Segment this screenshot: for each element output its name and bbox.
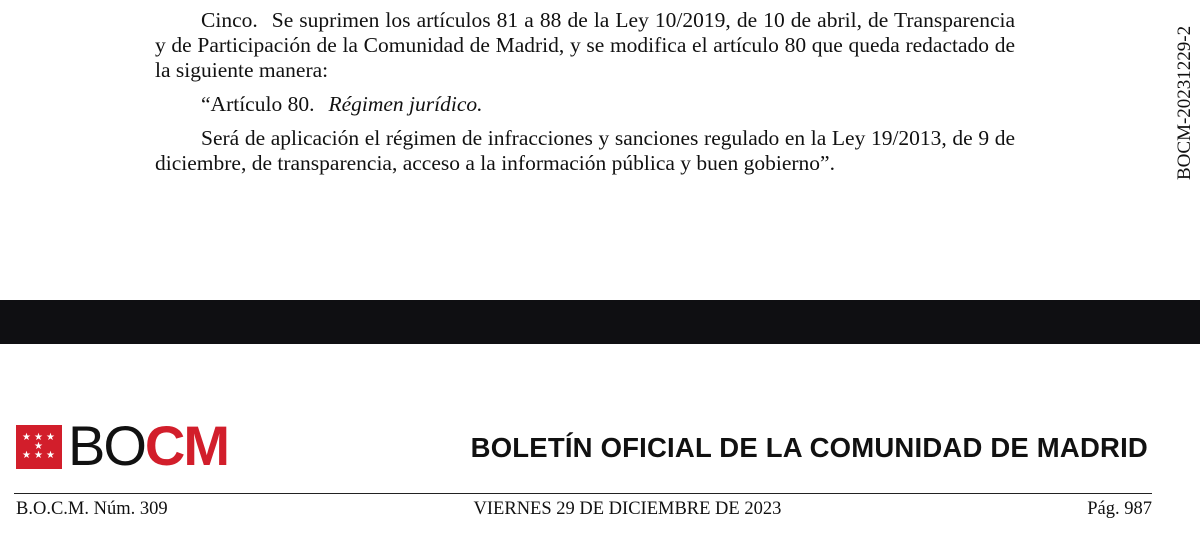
issue-info-row [16, 497, 1152, 521]
gazette-title: BOLETÍN OFICIAL DE LA COMUNIDAD DE MADRID [470, 432, 1148, 463]
article-title: Régimen jurídico. [328, 92, 483, 116]
header-rule [14, 493, 1152, 494]
document-code: BOCM-20231229-2 [1174, 25, 1195, 180]
page-divider-band [0, 300, 1200, 344]
paragraph-cinco [155, 8, 1015, 83]
paragraph-body: Se suprimen los artículos 81 a 88 de la Ley 10/2019, de 10 de abril, de Transparencia y de Participación de la Comunidad de Madrid, y se modifica el artículo 80 que queda redactado de la siguiente manera: [155, 8, 1015, 82]
article-text [155, 8, 1015, 176]
page-number: Pág. 987 [1087, 499, 1152, 519]
paragraph-body: Será de aplicación el régimen de infracciones y sanciones regulado en la Ley 19/2013, de 9 de diciembre, de transparencia, acceso a la información pública y buen gobierno”. [155, 126, 1015, 175]
paragraph-article-heading [155, 92, 1015, 117]
article-number: “Artículo 80. [201, 92, 315, 116]
bocm-logo [16, 414, 229, 477]
issue-number: B.O.C.M. Núm. 309 [16, 499, 168, 519]
madrid-flag-icon: ★ ★ ★ ★ ★ ★ ★ [16, 425, 62, 469]
issue-date: VIERNES 29 DE DICIEMBRE DE 2023 [473, 499, 782, 519]
logo-wordmark: BOCM [68, 414, 229, 477]
paragraph-article-body [155, 126, 1015, 176]
paragraph-lead: Cinco. [201, 8, 258, 32]
